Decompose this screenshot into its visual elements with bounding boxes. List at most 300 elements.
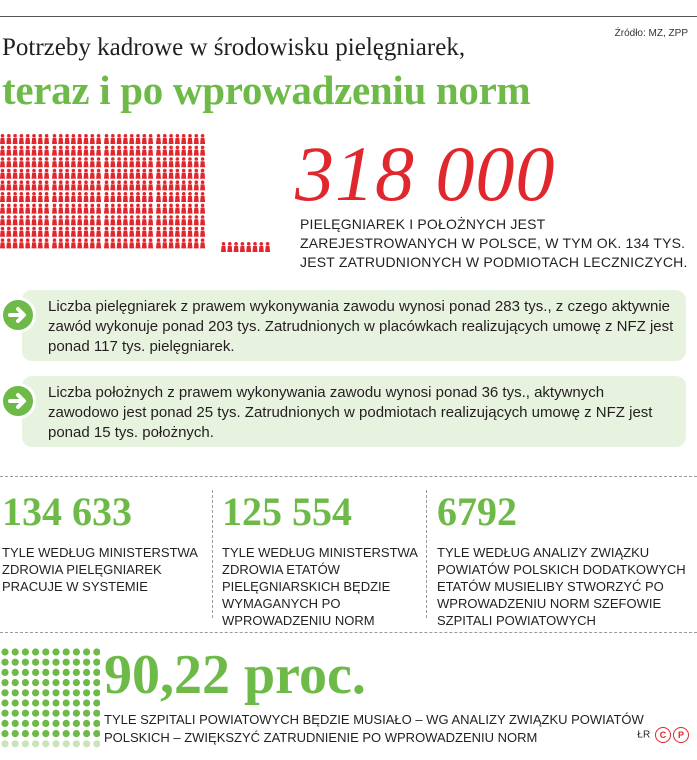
person-icon [32,169,37,179]
person-icon [123,146,128,156]
percent-dot [1,648,8,655]
person-icon [148,215,153,225]
percent-dot [32,699,39,706]
person-icon [234,242,239,252]
people-pictogram [0,134,300,259]
person-icon [200,238,205,248]
person-icon [188,227,193,237]
person-icon [181,215,186,225]
percent-dot [1,689,8,696]
person-icon [136,215,141,225]
top-rule [0,16,697,17]
person-icon [13,238,18,248]
person-icon [188,157,193,167]
person-icon [6,204,11,214]
person-icon [259,242,264,252]
person-icon [32,204,37,214]
person-icon [90,204,95,214]
person-icon [58,157,63,167]
percent-dot [42,659,49,666]
person-icon [156,169,161,179]
person-icon [96,192,101,202]
percent-dot [93,710,100,717]
percent-dot [63,710,70,717]
person-icon [58,238,63,248]
percent-dot [42,720,49,727]
person-icon [71,204,76,214]
person-icon [71,157,76,167]
person-icon [200,157,205,167]
person-icon [162,238,167,248]
person-icon [148,157,153,167]
person-icon [227,242,232,252]
person-icon [13,157,18,167]
percent-dot [42,699,49,706]
person-icon [253,242,258,252]
person-icon [65,215,70,225]
percent-dot [42,710,49,717]
person-icon [129,192,134,202]
person-icon [84,238,89,248]
person-icon [32,146,37,156]
person-icon [175,157,180,167]
person-icon [188,180,193,190]
person-icon [194,169,199,179]
person-icon [38,180,43,190]
percent-dot [52,659,59,666]
percent-dot [32,710,39,717]
stat-description: TYLE WEDŁUG MINISTERSTWA ZDROWIA PIELĘGNIAREK PRACUJE W SYSTEMIE [2,545,198,594]
person-icon [96,180,101,190]
person-icon [129,204,134,214]
person-icon [104,192,109,202]
person-icon [77,238,82,248]
percent-dot [52,648,59,655]
person-icon [25,134,30,144]
person-icon [142,238,147,248]
divider [0,632,697,633]
person-icon [19,227,24,237]
person-icon [104,215,109,225]
percent-dot [83,679,90,686]
person-icon [148,134,153,144]
stat-number: 125 554 [222,489,352,534]
person-icon [84,157,89,167]
percent-dot [73,659,80,666]
person-icon [52,180,57,190]
person-icon [188,238,193,248]
percent-dot [22,720,29,727]
person-icon [84,204,89,214]
person-icon [123,134,128,144]
percent-dot [1,679,8,686]
person-icon [156,180,161,190]
percent-dot [73,710,80,717]
person-icon [136,238,141,248]
copyright-p-icon: P [673,727,689,743]
person-icon [32,134,37,144]
person-icon [136,180,141,190]
percent-dot [32,720,39,727]
person-icon [156,204,161,214]
person-icon [194,180,199,190]
person-icon [110,146,115,156]
person-icon [19,146,24,156]
person-icon [65,169,70,179]
person-icon [104,204,109,214]
person-icon [194,215,199,225]
person-icon [0,227,5,237]
person-icon [117,238,122,248]
person-icon [169,169,174,179]
person-icon [175,204,180,214]
person-icon [0,146,5,156]
person-icon [19,134,24,144]
percent-dot [1,669,8,676]
percent-dot [32,669,39,676]
percent-dot [93,740,100,747]
person-icon [148,238,153,248]
person-icon [142,227,147,237]
person-icon [19,180,24,190]
person-icon [52,215,57,225]
person-icon [13,204,18,214]
person-icon [142,180,147,190]
percent-dot [1,740,8,747]
person-icon [90,238,95,248]
person-icon [221,242,226,252]
person-icon [142,215,147,225]
person-icon [200,169,205,179]
person-icon [19,169,24,179]
person-icon [181,238,186,248]
person-icon [142,192,147,202]
percent-description: TYLE SZPITALI POWIATOWYCH BĘDZIE MUSIAŁO – WG ANALIZY ZWIĄZKU POWIATÓW POLSKICH – ZWIĘKSZYĆ ZATRUDNIENIE PO WPROWADZENIU NORM [104,712,644,745]
column-divider [426,490,427,618]
person-icon [6,238,11,248]
person-icon [240,242,245,252]
person-icon [96,134,101,144]
person-icon [44,157,49,167]
person-icon [175,134,180,144]
percent-dot [93,730,100,737]
hero-number: 318 000 [295,130,556,217]
person-icon [110,204,115,214]
person-icon [181,192,186,202]
person-icon [71,192,76,202]
person-icon [156,157,161,167]
person-icon [142,169,147,179]
person-icon [194,227,199,237]
person-icon [194,146,199,156]
person-icon [181,146,186,156]
percent-dot [52,689,59,696]
percent-dot [83,720,90,727]
percent-dot [93,679,100,686]
person-icon [96,238,101,248]
person-icon [71,238,76,248]
person-icon [77,169,82,179]
person-icon [104,134,109,144]
title-line-2: teraz i po wprowadzeniu norm [2,67,531,113]
percent-dot [83,689,90,696]
fact-box-midwives [22,376,686,447]
person-icon [200,180,205,190]
percent-dot [22,669,29,676]
percent-dot [93,648,100,655]
person-icon [194,192,199,202]
percent-dot [93,699,100,706]
person-icon [90,227,95,237]
person-icon [200,215,205,225]
person-icon [265,242,270,252]
person-icon [44,134,49,144]
person-icon [175,180,180,190]
person-icon [71,169,76,179]
person-icon [188,192,193,202]
person-icon [175,227,180,237]
person-icon [117,227,122,237]
person-icon [142,134,147,144]
percent-dot [63,659,70,666]
title-line-1: Potrzeby kadrowe w środowisku pielęgniarek, [2,34,466,61]
person-icon [200,227,205,237]
person-icon [25,146,30,156]
person-icon [90,169,95,179]
person-icon [104,169,109,179]
percent-dot [83,669,90,676]
person-icon [129,157,134,167]
person-icon [188,169,193,179]
person-icon [188,204,193,214]
percent-dot [83,710,90,717]
person-icon [13,180,18,190]
person-icon [6,169,11,179]
person-icon [148,192,153,202]
person-icon [38,146,43,156]
person-icon [175,192,180,202]
person-icon [84,180,89,190]
percent-dot [42,648,49,655]
person-icon [32,227,37,237]
column-divider [212,490,213,618]
person-icon [156,227,161,237]
person-icon [25,157,30,167]
credit [637,727,689,743]
person-icon [90,192,95,202]
percent-dot [32,679,39,686]
person-icon [169,157,174,167]
person-icon [65,180,70,190]
person-icon [142,157,147,167]
percent-dot [1,710,8,717]
person-icon [148,180,153,190]
person-icon [65,238,70,248]
person-icon [129,238,134,248]
stat-number: 134 633 [2,489,132,534]
person-icon [0,192,5,202]
fact-text: Liczba pielęgniarek z prawem wykonywania zawodu wynosi ponad 283 tys., z czego aktywnie zawód wykonuje ponad 203 tys. Zatrudnionych w placówkach realizujących umowę z NFZ jest ponad 117 tys. pielęgniarek. [48,298,674,355]
percent-dot [73,699,80,706]
person-icon [117,169,122,179]
person-icon [129,169,134,179]
person-icon [246,242,251,252]
percent-dot [73,740,80,747]
percent-dot [63,699,70,706]
percent-dot [52,720,59,727]
person-icon [90,157,95,167]
person-icon [148,146,153,156]
person-icon [38,134,43,144]
person-icon [58,192,63,202]
person-icon [38,169,43,179]
person-icon [181,204,186,214]
person-icon [38,227,43,237]
person-icon [71,215,76,225]
person-icon [136,169,141,179]
percent-dot [63,689,70,696]
percent-dot [93,720,100,727]
person-icon [188,215,193,225]
person-icon [90,215,95,225]
person-icon [58,134,63,144]
person-icon [148,169,153,179]
person-icon [117,146,122,156]
person-icon [44,180,49,190]
percent-dot [52,710,59,717]
person-icon [6,180,11,190]
person-icon [200,146,205,156]
person-icon [38,157,43,167]
person-icon [117,204,122,214]
person-icon [123,192,128,202]
percent-dot-grid [0,646,100,754]
percent-dot [32,689,39,696]
person-icon [181,134,186,144]
percent-dot [83,740,90,747]
percent-dot [52,699,59,706]
person-icon [52,157,57,167]
person-icon [123,169,128,179]
person-icon [77,134,82,144]
hero-description: PIELĘGNIAREK I POŁOŻNYCH JEST ZAREJESTROWANYCH W POLSCE, W TYM OK. 134 TYS. JEST ZATRUDNIONYCH W PODMIOTACH LECZNICZYCH. [300,216,688,270]
person-icon [58,146,63,156]
percent-dot [73,720,80,727]
person-icon [117,157,122,167]
person-icon [71,146,76,156]
person-icon [169,192,174,202]
person-icon [162,157,167,167]
person-icon [136,146,141,156]
person-icon [77,215,82,225]
person-icon [142,146,147,156]
person-icon [52,227,57,237]
person-icon [129,146,134,156]
person-icon [162,180,167,190]
percent-dot [12,659,19,666]
percent-dot [52,669,59,676]
person-icon [162,204,167,214]
person-icon [123,204,128,214]
person-icon [136,204,141,214]
person-icon [77,192,82,202]
percent-dot [12,730,19,737]
percent-dot [63,648,70,655]
percent-dot [52,679,59,686]
percent-dot [52,730,59,737]
stat-description: TYLE WEDŁUG ANALIZY ZWIĄZKU POWIATÓW POLSKICH DODATKOWYCH ETATÓW MUSIELIBY STWORZYĆ PO WPROWADZENIU NORM SZEFOWIE SZPITALI POWIATOWYCH [437,545,686,628]
person-icon [188,134,193,144]
person-icon [32,215,37,225]
person-icon [129,134,134,144]
person-icon [96,146,101,156]
percent-dot [83,699,90,706]
person-icon [84,227,89,237]
person-icon [110,215,115,225]
percent-number: 90,22 proc. [104,644,366,706]
copyright-c-icon: C [655,727,671,743]
percent-dot [42,679,49,686]
person-icon [200,192,205,202]
person-icon [194,238,199,248]
person-icon [44,169,49,179]
person-icon [25,169,30,179]
percent-dot [32,740,39,747]
person-icon [25,180,30,190]
person-icon [156,134,161,144]
person-icon [32,192,37,202]
person-icon [181,180,186,190]
person-icon [96,204,101,214]
percent-dot [42,669,49,676]
person-icon [25,227,30,237]
person-icon [200,134,205,144]
person-icon [142,204,147,214]
person-icon [71,180,76,190]
person-icon [0,169,5,179]
person-icon [148,227,153,237]
person-icon [25,204,30,214]
person-icon [52,192,57,202]
person-icon [77,146,82,156]
person-icon [25,215,30,225]
percent-dot [73,730,80,737]
person-icon [136,192,141,202]
person-icon [123,180,128,190]
person-icon [181,157,186,167]
person-icon [32,180,37,190]
person-icon [6,215,11,225]
percent-dot [22,730,29,737]
percent-dot [73,679,80,686]
person-icon [136,157,141,167]
person-icon [117,180,122,190]
percent-dot [93,659,100,666]
person-icon [32,238,37,248]
person-icon [169,180,174,190]
person-icon [104,238,109,248]
person-icon [175,238,180,248]
person-icon [65,204,70,214]
person-icon [175,215,180,225]
person-icon [110,192,115,202]
percent-dot [93,669,100,676]
person-icon [58,169,63,179]
person-icon [84,192,89,202]
person-icon [110,169,115,179]
person-icon [123,227,128,237]
stat-block-2 [222,490,420,629]
